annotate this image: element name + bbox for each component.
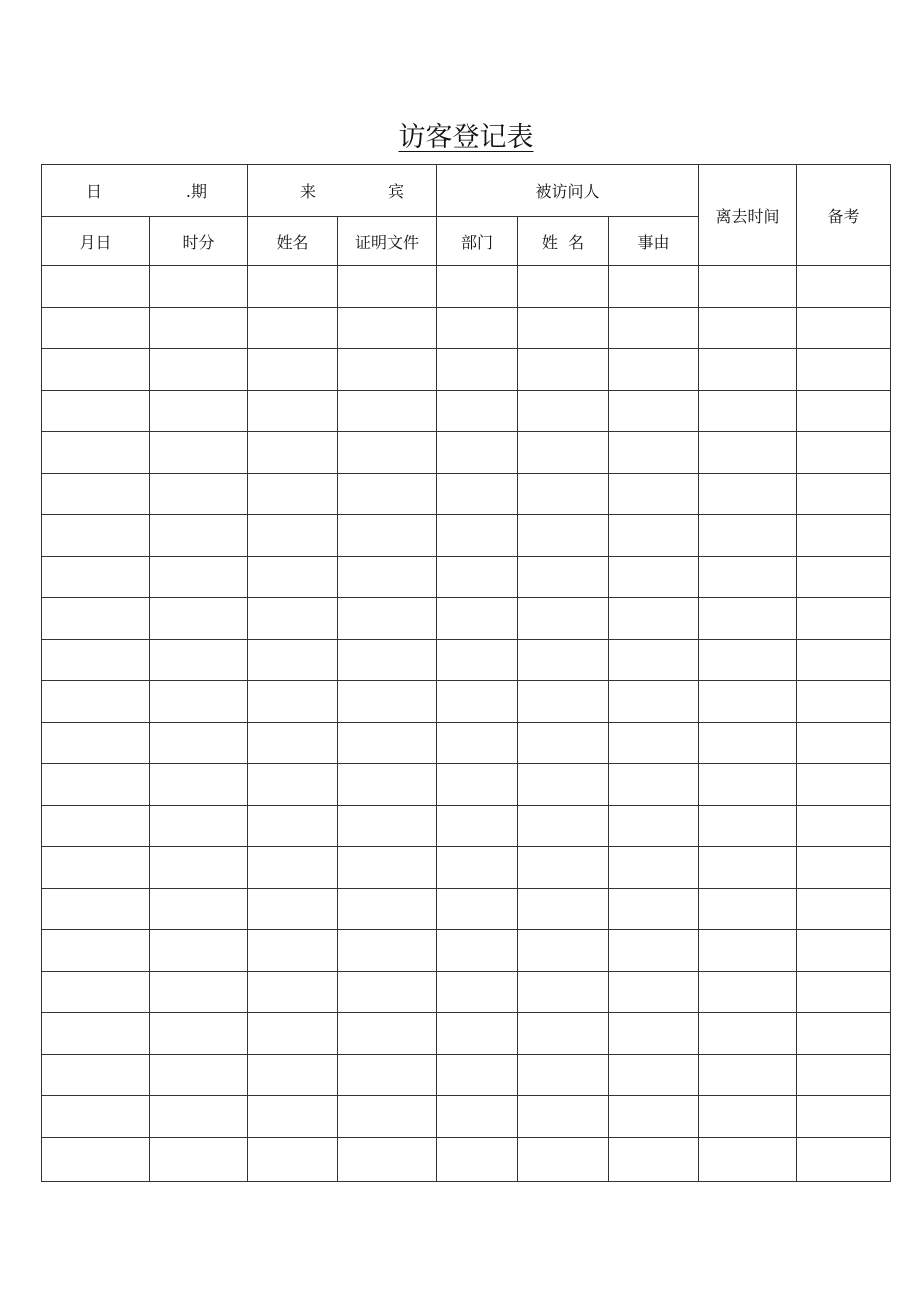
visitor-name-cell[interactable]	[248, 349, 338, 391]
visitor-name-cell[interactable]	[248, 681, 338, 723]
hour-minute-cell[interactable]	[150, 515, 248, 557]
reason-cell[interactable]	[609, 307, 699, 349]
visitor-name-header-cell	[248, 217, 338, 266]
visited-name-cell[interactable]	[518, 888, 609, 930]
id-document-cell[interactable]	[338, 307, 437, 349]
visited-name-cell[interactable]	[518, 971, 609, 1013]
table-row	[42, 847, 891, 889]
month-day-cell[interactable]	[42, 971, 150, 1013]
hour-minute-cell[interactable]	[150, 349, 248, 391]
hour-minute-header-cell	[150, 217, 248, 266]
remarks-cell[interactable]	[797, 722, 891, 764]
leave-time-cell[interactable]	[699, 1096, 797, 1138]
leave-time-cell[interactable]	[699, 1013, 797, 1055]
id-document-cell[interactable]	[338, 639, 437, 681]
id-document-cell[interactable]	[338, 1137, 437, 1181]
visited-person-header: 被访问人	[535, 182, 600, 201]
reason-cell[interactable]	[609, 1096, 699, 1138]
department-cell[interactable]	[437, 764, 518, 806]
month-day-cell[interactable]	[42, 681, 150, 723]
visited-name-cell[interactable]	[518, 722, 609, 764]
id-document-cell[interactable]	[338, 390, 437, 432]
month-day-cell[interactable]	[42, 473, 150, 515]
visitor-name-cell[interactable]	[248, 266, 338, 308]
hour-minute-cell[interactable]	[150, 307, 248, 349]
department-cell[interactable]	[437, 307, 518, 349]
reason-cell[interactable]	[609, 556, 699, 598]
visitor-header-right: 宾	[388, 182, 405, 201]
reason-cell[interactable]	[609, 473, 699, 515]
visited-name-cell[interactable]	[518, 556, 609, 598]
reason-cell[interactable]	[609, 432, 699, 474]
hour-minute-cell[interactable]	[150, 598, 248, 640]
id-document-cell[interactable]	[338, 1013, 437, 1055]
table-row	[42, 556, 891, 598]
visitor-name-cell[interactable]	[248, 515, 338, 557]
visitor-header-cell	[248, 165, 437, 217]
month-day-cell[interactable]	[42, 515, 150, 557]
remarks-cell[interactable]	[797, 390, 891, 432]
table-row	[42, 266, 891, 308]
table-row	[42, 515, 891, 557]
reason-cell[interactable]	[609, 515, 699, 557]
leave-time-cell[interactable]	[699, 1054, 797, 1096]
month-day-cell[interactable]	[42, 1013, 150, 1055]
month-day-cell[interactable]	[42, 1054, 150, 1096]
department-cell[interactable]	[437, 847, 518, 889]
visitor-name-cell[interactable]	[248, 307, 338, 349]
visitor-name-cell[interactable]	[248, 847, 338, 889]
remarks-cell[interactable]	[797, 639, 891, 681]
id-document-cell[interactable]	[338, 681, 437, 723]
leave-time-cell[interactable]	[699, 888, 797, 930]
visited-name-cell[interactable]	[518, 1137, 609, 1181]
remarks-cell[interactable]	[797, 307, 891, 349]
remarks-cell[interactable]	[797, 888, 891, 930]
leave-time-header: 离去时间	[715, 206, 780, 226]
table-row	[42, 681, 891, 723]
id-document-cell[interactable]	[338, 598, 437, 640]
reason-cell[interactable]	[609, 639, 699, 681]
department-cell[interactable]	[437, 1054, 518, 1096]
id-document-cell[interactable]	[338, 349, 437, 391]
remarks-cell[interactable]	[797, 971, 891, 1013]
month-day-cell[interactable]	[42, 722, 150, 764]
visitor-name-cell[interactable]	[248, 1137, 338, 1181]
visited-name-cell[interactable]	[518, 847, 609, 889]
id-document-header-cell	[338, 217, 437, 266]
remarks-cell[interactable]	[797, 349, 891, 391]
id-document-cell[interactable]	[338, 930, 437, 972]
visited-name-header: 姓 名	[541, 232, 585, 252]
month-day-cell[interactable]	[42, 432, 150, 474]
leave-time-cell[interactable]	[699, 971, 797, 1013]
hour-minute-cell[interactable]	[150, 681, 248, 723]
visited-name-header-cell	[518, 217, 609, 266]
visited-name-cell[interactable]	[518, 266, 609, 308]
table-row	[42, 349, 891, 391]
month-day-header-cell	[42, 217, 150, 266]
visitor-name-cell[interactable]	[248, 930, 338, 972]
header-row-1	[42, 165, 891, 217]
leave-time-cell[interactable]	[699, 1137, 797, 1181]
month-day-cell[interactable]	[42, 307, 150, 349]
visited-name-cell[interactable]	[518, 1054, 609, 1096]
hour-minute-cell[interactable]	[150, 971, 248, 1013]
reason-header: 事由	[637, 232, 670, 252]
remarks-cell[interactable]	[797, 515, 891, 557]
remarks-cell[interactable]	[797, 432, 891, 474]
leave-time-cell[interactable]	[699, 307, 797, 349]
hour-minute-cell[interactable]	[150, 473, 248, 515]
leave-time-cell[interactable]	[699, 432, 797, 474]
leave-time-cell[interactable]	[699, 930, 797, 972]
visitor-name-cell[interactable]	[248, 432, 338, 474]
leave-time-cell[interactable]	[699, 639, 797, 681]
department-cell[interactable]	[437, 805, 518, 847]
table-row	[42, 639, 891, 681]
visitor-name-cell[interactable]	[248, 1013, 338, 1055]
month-day-cell[interactable]	[42, 930, 150, 972]
visited-name-cell[interactable]	[518, 349, 609, 391]
table-row	[42, 971, 891, 1013]
hour-minute-cell[interactable]	[150, 390, 248, 432]
remarks-cell[interactable]	[797, 1013, 891, 1055]
remarks-header: 备考	[827, 206, 860, 226]
id-document-cell[interactable]	[338, 473, 437, 515]
id-document-header: 证明文件	[355, 232, 420, 252]
department-cell[interactable]	[437, 473, 518, 515]
month-day-cell[interactable]	[42, 764, 150, 806]
remarks-cell[interactable]	[797, 764, 891, 806]
department-cell[interactable]	[437, 888, 518, 930]
month-day-cell[interactable]	[42, 1137, 150, 1181]
reason-cell[interactable]	[609, 1054, 699, 1096]
hour-minute-cell[interactable]	[150, 1137, 248, 1181]
remarks-cell[interactable]	[797, 556, 891, 598]
department-header-cell	[437, 217, 518, 266]
visitor-name-cell[interactable]	[248, 805, 338, 847]
reason-cell[interactable]	[609, 847, 699, 889]
visitor-name-cell[interactable]	[248, 390, 338, 432]
department-cell[interactable]	[437, 681, 518, 723]
reason-cell[interactable]	[609, 930, 699, 972]
department-cell[interactable]	[437, 515, 518, 557]
visited-name-cell[interactable]	[518, 432, 609, 474]
table-row	[42, 764, 891, 806]
table-row	[42, 1013, 891, 1055]
visitor-name-cell[interactable]	[248, 764, 338, 806]
id-document-cell[interactable]	[338, 515, 437, 557]
visited-name-cell[interactable]	[518, 1013, 609, 1055]
month-day-cell[interactable]	[42, 847, 150, 889]
id-document-cell[interactable]	[338, 888, 437, 930]
reason-cell[interactable]	[609, 888, 699, 930]
leave-time-cell[interactable]	[699, 556, 797, 598]
hour-minute-header: 时分	[182, 232, 215, 252]
visited-person-header-cell	[437, 165, 699, 217]
table-row	[42, 805, 891, 847]
department-cell[interactable]	[437, 930, 518, 972]
department-cell[interactable]	[437, 722, 518, 764]
department-header: 部门	[461, 232, 494, 252]
hour-minute-cell[interactable]	[150, 847, 248, 889]
department-cell[interactable]	[437, 432, 518, 474]
reason-cell[interactable]	[609, 722, 699, 764]
visited-name-cell[interactable]	[518, 515, 609, 557]
visitor-name-cell[interactable]	[248, 556, 338, 598]
id-document-cell[interactable]	[338, 1096, 437, 1138]
table-row	[42, 473, 891, 515]
leave-time-cell[interactable]	[699, 515, 797, 557]
table-row	[42, 598, 891, 640]
department-cell[interactable]	[437, 598, 518, 640]
leave-time-cell[interactable]	[699, 805, 797, 847]
hour-minute-cell[interactable]	[150, 764, 248, 806]
date-header-cell	[42, 165, 248, 217]
visited-name-cell[interactable]	[518, 598, 609, 640]
hour-minute-cell[interactable]	[150, 888, 248, 930]
leave-time-cell[interactable]	[699, 847, 797, 889]
visited-name-cell[interactable]	[518, 473, 609, 515]
table-row	[42, 888, 891, 930]
reason-cell[interactable]	[609, 390, 699, 432]
id-document-cell[interactable]	[338, 556, 437, 598]
visitor-name-cell[interactable]	[248, 598, 338, 640]
department-cell[interactable]	[437, 266, 518, 308]
month-day-cell[interactable]	[42, 598, 150, 640]
reason-cell[interactable]	[609, 1013, 699, 1055]
leave-time-cell[interactable]	[699, 598, 797, 640]
visitor-register-table	[41, 164, 891, 1182]
hour-minute-cell[interactable]	[150, 1054, 248, 1096]
hour-minute-cell[interactable]	[150, 805, 248, 847]
visited-name-cell[interactable]	[518, 639, 609, 681]
table-row	[42, 1137, 891, 1181]
table-row	[42, 722, 891, 764]
id-document-cell[interactable]	[338, 971, 437, 1013]
id-document-cell[interactable]	[338, 1054, 437, 1096]
visited-name-cell[interactable]	[518, 764, 609, 806]
table-row	[42, 1096, 891, 1138]
leave-time-cell[interactable]	[699, 764, 797, 806]
month-day-header: 月日	[79, 232, 112, 252]
department-cell[interactable]	[437, 556, 518, 598]
hour-minute-cell[interactable]	[150, 266, 248, 308]
leave-time-cell[interactable]	[699, 349, 797, 391]
visited-name-cell[interactable]	[518, 805, 609, 847]
visited-name-cell[interactable]	[518, 307, 609, 349]
id-document-cell[interactable]	[338, 847, 437, 889]
form-title: 访客登记表	[398, 122, 534, 153]
month-day-cell[interactable]	[42, 1096, 150, 1138]
visited-name-cell[interactable]	[518, 681, 609, 723]
month-day-cell[interactable]	[42, 349, 150, 391]
remarks-cell[interactable]	[797, 847, 891, 889]
id-document-cell[interactable]	[338, 722, 437, 764]
visitor-name-cell[interactable]	[248, 1054, 338, 1096]
leave-time-cell[interactable]	[699, 473, 797, 515]
month-day-cell[interactable]	[42, 266, 150, 308]
department-cell[interactable]	[437, 639, 518, 681]
hour-minute-cell[interactable]	[150, 432, 248, 474]
remarks-cell[interactable]	[797, 805, 891, 847]
hour-minute-cell[interactable]	[150, 722, 248, 764]
leave-time-cell[interactable]	[699, 681, 797, 723]
department-cell[interactable]	[437, 1096, 518, 1138]
remarks-header-cell	[797, 165, 891, 266]
visited-name-cell[interactable]	[518, 390, 609, 432]
id-document-cell[interactable]	[338, 432, 437, 474]
id-document-cell[interactable]	[338, 764, 437, 806]
reason-cell[interactable]	[609, 598, 699, 640]
reason-cell[interactable]	[609, 1137, 699, 1181]
reason-cell[interactable]	[609, 349, 699, 391]
month-day-cell[interactable]	[42, 556, 150, 598]
table-row	[42, 390, 891, 432]
leave-time-cell[interactable]	[699, 722, 797, 764]
table-row	[42, 432, 891, 474]
month-day-cell[interactable]	[42, 888, 150, 930]
month-day-cell[interactable]	[42, 805, 150, 847]
date-header-right: .期	[185, 182, 208, 201]
table-row	[42, 307, 891, 349]
table-row	[42, 930, 891, 972]
month-day-cell[interactable]	[42, 390, 150, 432]
visitor-name-cell[interactable]	[248, 888, 338, 930]
visitor-name-cell[interactable]	[248, 971, 338, 1013]
visitor-name-header: 姓名	[276, 232, 309, 252]
remarks-cell[interactable]	[797, 1054, 891, 1096]
remarks-cell[interactable]	[797, 1096, 891, 1138]
hour-minute-cell[interactable]	[150, 930, 248, 972]
hour-minute-cell[interactable]	[150, 1013, 248, 1055]
month-day-cell[interactable]	[42, 639, 150, 681]
id-document-cell[interactable]	[338, 266, 437, 308]
reason-cell[interactable]	[609, 681, 699, 723]
id-document-cell[interactable]	[338, 805, 437, 847]
reason-cell[interactable]	[609, 266, 699, 308]
department-cell[interactable]	[437, 349, 518, 391]
visitor-header-left: 来	[300, 182, 317, 201]
remarks-cell[interactable]	[797, 930, 891, 972]
hour-minute-cell[interactable]	[150, 556, 248, 598]
remarks-cell[interactable]	[797, 266, 891, 308]
visitor-name-cell[interactable]	[248, 639, 338, 681]
leave-time-cell[interactable]	[699, 266, 797, 308]
remarks-cell[interactable]	[797, 1137, 891, 1181]
department-cell[interactable]	[437, 1137, 518, 1181]
reason-cell[interactable]	[609, 971, 699, 1013]
department-cell[interactable]	[437, 390, 518, 432]
visitor-name-cell[interactable]	[248, 722, 338, 764]
leave-time-header-cell	[699, 165, 797, 266]
hour-minute-cell[interactable]	[150, 639, 248, 681]
department-cell[interactable]	[437, 971, 518, 1013]
visitor-name-cell[interactable]	[248, 1096, 338, 1138]
department-cell[interactable]	[437, 1013, 518, 1055]
table-row	[42, 1054, 891, 1096]
hour-minute-cell[interactable]	[150, 1096, 248, 1138]
remarks-cell[interactable]	[797, 598, 891, 640]
leave-time-cell[interactable]	[699, 390, 797, 432]
remarks-cell[interactable]	[797, 473, 891, 515]
date-header-left: 日	[86, 182, 103, 201]
visitor-name-cell[interactable]	[248, 473, 338, 515]
reason-cell[interactable]	[609, 805, 699, 847]
reason-cell[interactable]	[609, 764, 699, 806]
visited-name-cell[interactable]	[518, 930, 609, 972]
reason-header-cell	[609, 217, 699, 266]
visited-name-cell[interactable]	[518, 1096, 609, 1138]
remarks-cell[interactable]	[797, 681, 891, 723]
